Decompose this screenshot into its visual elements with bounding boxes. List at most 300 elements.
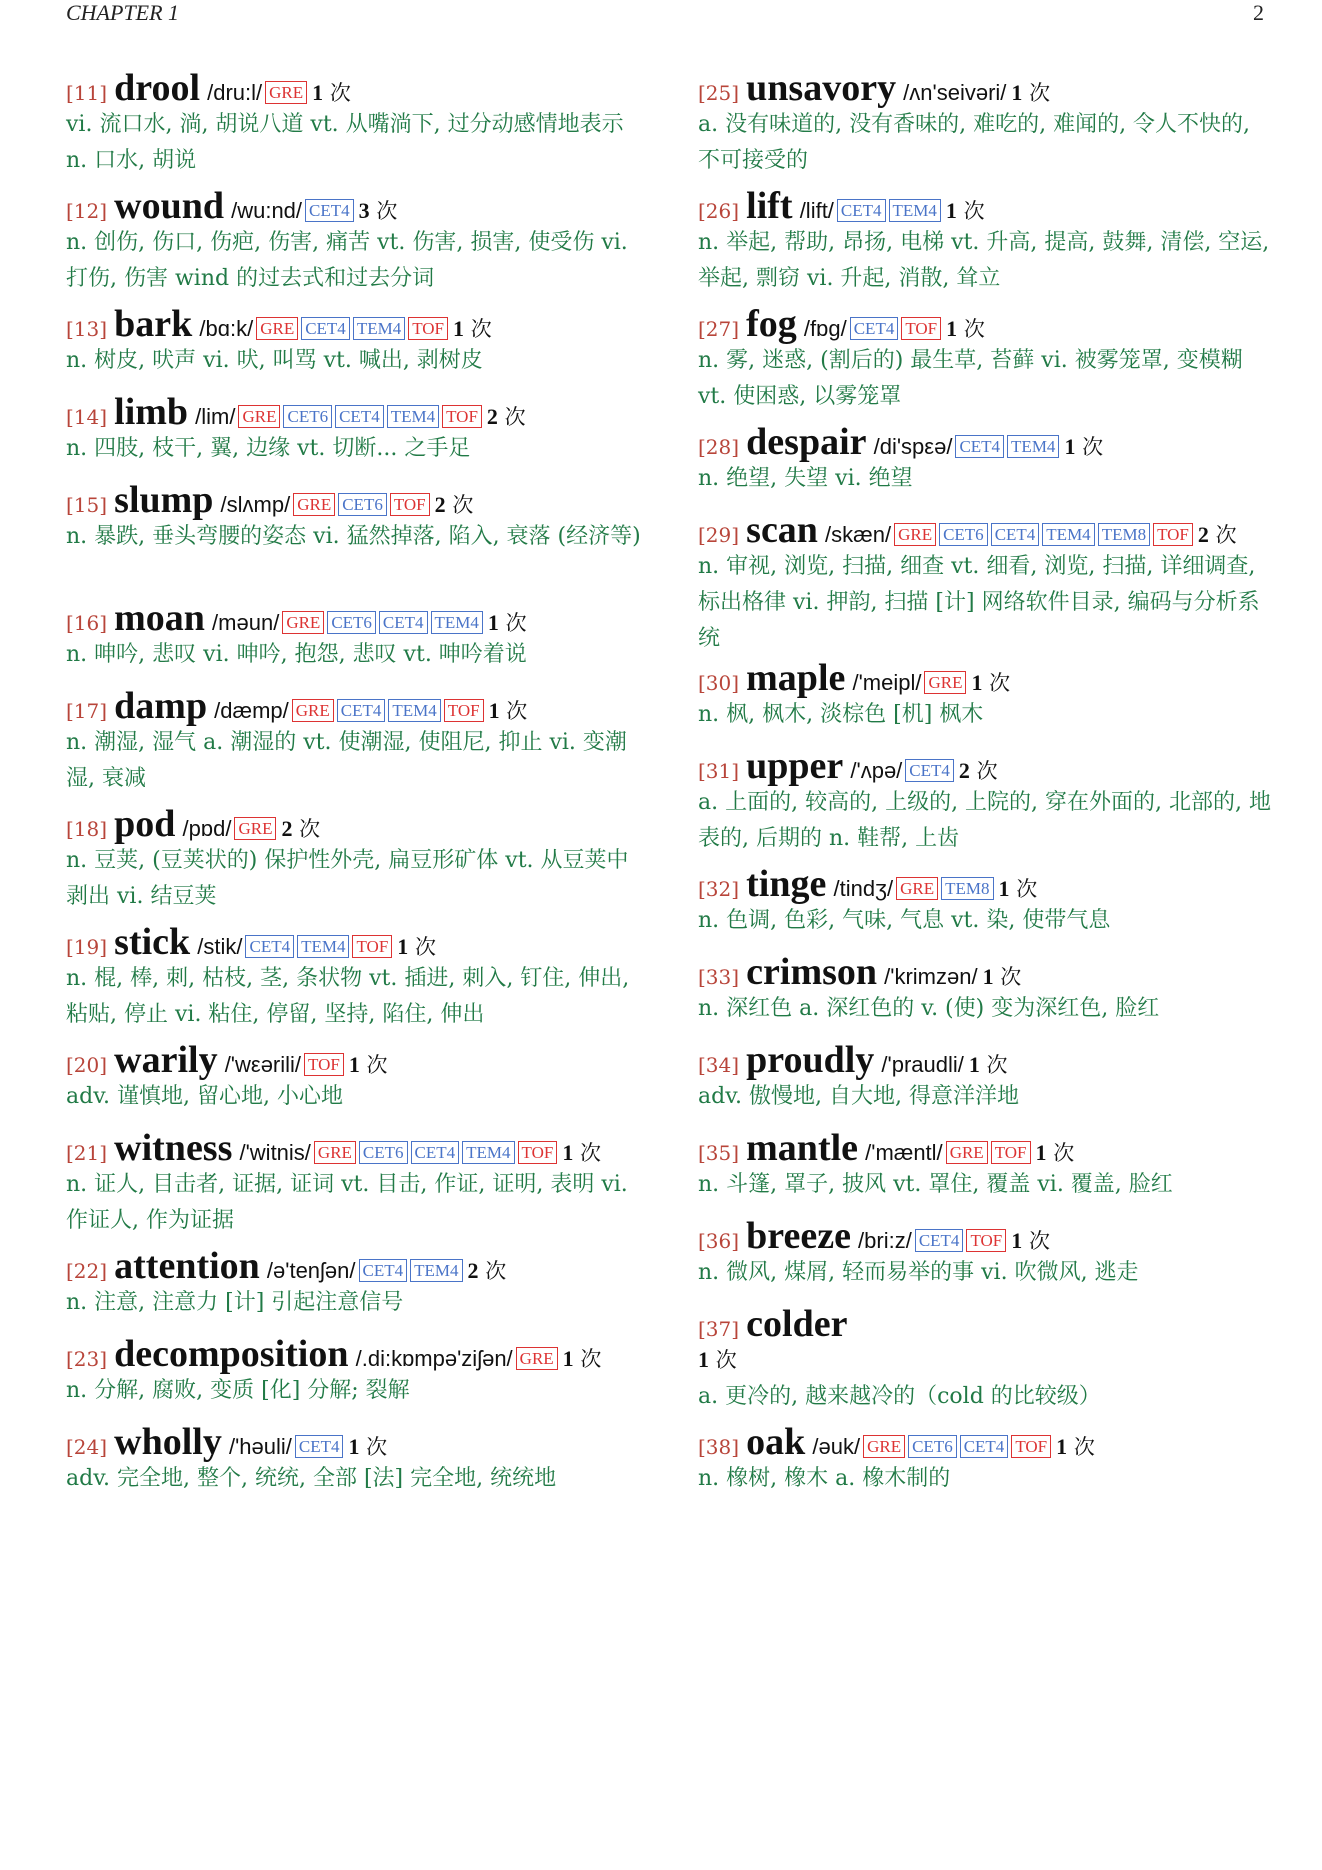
frequency-number: 1 bbox=[968, 1052, 980, 1077]
exam-tags bbox=[279, 615, 483, 634]
frequency-number: 1 bbox=[982, 964, 994, 989]
headword: stick bbox=[114, 921, 191, 963]
exam-tag-tem4: TEM4 bbox=[410, 1259, 462, 1282]
word-entry bbox=[66, 1333, 641, 1409]
frequency-count bbox=[698, 1342, 1274, 1378]
frequency-unit: 次 bbox=[366, 1435, 388, 1459]
exam-tags bbox=[921, 675, 966, 694]
frequency-count bbox=[349, 1053, 388, 1077]
pronunciation: /lim/ bbox=[195, 404, 236, 429]
pronunciation: /di'spεə/ bbox=[873, 434, 953, 459]
pronunciation: /skæn/ bbox=[825, 522, 892, 547]
exam-tags bbox=[943, 1145, 1031, 1164]
exam-tag-cet6: CET6 bbox=[908, 1435, 957, 1458]
entry-headline bbox=[66, 67, 641, 109]
frequency-unit: 次 bbox=[1000, 965, 1022, 989]
exam-tag-tem4: TEM4 bbox=[387, 405, 439, 428]
exam-tag-tem4: TEM4 bbox=[353, 317, 405, 340]
word-entry bbox=[698, 1127, 1274, 1203]
headword: colder bbox=[746, 1303, 848, 1345]
definition: n. 深红色 a. 深红色的 v. (使) 变为深红色, 脸红 bbox=[698, 996, 1160, 1021]
entry-headline bbox=[66, 921, 641, 963]
pronunciation: /bri:z/ bbox=[858, 1228, 912, 1253]
exam-tag-gre: GRE bbox=[314, 1141, 356, 1164]
entry-headline bbox=[698, 67, 1274, 109]
exam-tag-cet4: CET4 bbox=[337, 699, 386, 722]
word-entry bbox=[66, 921, 641, 1033]
word-entry bbox=[698, 657, 1274, 733]
word-entry bbox=[698, 185, 1274, 297]
frequency-number: 1 bbox=[348, 1434, 360, 1459]
word-entry bbox=[698, 421, 1274, 497]
exam-tag-gre: GRE bbox=[256, 317, 298, 340]
entry-headline bbox=[66, 391, 641, 433]
word-entry bbox=[698, 1303, 1274, 1415]
entry-number: [36] bbox=[698, 1229, 740, 1253]
entry-number: [11] bbox=[66, 81, 108, 105]
frequency-unit: 次 bbox=[366, 1053, 388, 1077]
frequency-number: 1 bbox=[1056, 1434, 1068, 1459]
definition: n. 色调, 色彩, 气味, 气息 vt. 染, 使带气息 bbox=[698, 908, 1111, 933]
entry-number: [34] bbox=[698, 1053, 740, 1077]
frequency-number: 1 bbox=[945, 198, 957, 223]
exam-tag-tof: TOF bbox=[991, 1141, 1031, 1164]
entry-headline bbox=[66, 185, 641, 227]
frequency-count bbox=[563, 1347, 602, 1371]
exam-tags bbox=[302, 203, 354, 222]
headword: maple bbox=[746, 657, 846, 699]
exam-tag-cet4: CET4 bbox=[359, 1259, 408, 1282]
frequency-number: 1 bbox=[348, 1052, 360, 1077]
entry-number: [37] bbox=[698, 1317, 740, 1341]
frequency-number: 1 bbox=[698, 1347, 709, 1372]
pronunciation: /ʌn'seivəri/ bbox=[903, 80, 1007, 105]
headword: mantle bbox=[746, 1127, 859, 1169]
entry-number: [21] bbox=[66, 1141, 108, 1165]
pronunciation: /fɒg/ bbox=[803, 316, 847, 341]
headword: scan bbox=[746, 509, 818, 551]
pronunciation: /'meipl/ bbox=[852, 670, 922, 695]
pronunciation: /dru:l/ bbox=[207, 80, 263, 105]
exam-tag-tof: TOF bbox=[442, 405, 482, 428]
exam-tag-tof: TOF bbox=[408, 317, 448, 340]
headword: proudly bbox=[746, 1039, 875, 1081]
frequency-unit: 次 bbox=[452, 493, 474, 517]
pronunciation: /slʌmp/ bbox=[220, 492, 291, 517]
pronunciation: /əuk/ bbox=[812, 1434, 861, 1459]
entry-number: [20] bbox=[66, 1053, 108, 1077]
headword: warily bbox=[114, 1039, 218, 1081]
entry-headline bbox=[698, 1421, 1274, 1463]
definition: a. 上面的, 较高的, 上级的, 上院的, 穿在外面的, 北部的, 地表的, 后期的 n. 鞋帮, 上齿 bbox=[698, 790, 1272, 851]
exam-tags bbox=[912, 1233, 1006, 1252]
exam-tag-gre: GRE bbox=[924, 671, 966, 694]
frequency-count bbox=[971, 671, 1010, 695]
pronunciation: /'mæntl/ bbox=[865, 1140, 943, 1165]
headword: decomposition bbox=[114, 1333, 349, 1375]
headword: unsavory bbox=[746, 67, 897, 109]
definition: n. 举起, 帮助, 昂扬, 电梯 vt. 升高, 提高, 鼓舞, 清偿, 空运, 举起, 剽窃 vi. 升起, 消散, 耸立 bbox=[698, 230, 1270, 291]
exam-tag-tem4: TEM4 bbox=[1042, 523, 1094, 546]
pronunciation: /dæmp/ bbox=[214, 698, 289, 723]
entry-headline bbox=[698, 1303, 1274, 1345]
exam-tags bbox=[356, 1263, 463, 1282]
frequency-unit: 次 bbox=[470, 317, 492, 341]
frequency-count bbox=[468, 1259, 507, 1283]
exam-tags bbox=[292, 1439, 344, 1458]
entry-headline bbox=[66, 803, 641, 845]
word-entry bbox=[66, 391, 641, 467]
headword: damp bbox=[114, 685, 208, 727]
exam-tag-tof: TOF bbox=[966, 1229, 1006, 1252]
entry-headline bbox=[698, 863, 1274, 905]
exam-tag-tof: TOF bbox=[444, 699, 484, 722]
exam-tag-cet6: CET6 bbox=[327, 611, 376, 634]
entry-headline bbox=[66, 1039, 641, 1081]
frequency-unit: 次 bbox=[1215, 523, 1237, 547]
frequency-unit: 次 bbox=[414, 935, 436, 959]
pronunciation: /stik/ bbox=[197, 934, 243, 959]
exam-tags bbox=[231, 821, 276, 840]
definition: n. 分解, 腐败, 变质 [化] 分解; 裂解 bbox=[66, 1378, 410, 1403]
exam-tag-gre: GRE bbox=[863, 1435, 905, 1458]
definition: n. 橡树, 橡木 a. 橡木制的 bbox=[698, 1466, 951, 1491]
pronunciation: /'wεərili/ bbox=[224, 1052, 302, 1077]
exam-tags bbox=[860, 1439, 1051, 1458]
word-entry bbox=[698, 67, 1274, 179]
frequency-number: 3 bbox=[358, 198, 370, 223]
exam-tags bbox=[311, 1145, 557, 1164]
headword: witness bbox=[114, 1127, 233, 1169]
exam-tags bbox=[902, 763, 954, 782]
pronunciation: /'krimzən/ bbox=[884, 964, 978, 989]
word-entry bbox=[698, 1039, 1274, 1115]
exam-tag-tem4: TEM4 bbox=[297, 935, 349, 958]
entry-number: [25] bbox=[698, 81, 740, 105]
definition: n. 注意, 注意力 [计] 引起注意信号 bbox=[66, 1290, 404, 1315]
definition: adv. 完全地, 整个, 统统, 全部 [法] 完全地, 统统地 bbox=[66, 1466, 557, 1491]
definition: n. 绝望, 失望 vi. 绝望 bbox=[698, 466, 913, 491]
word-entry bbox=[66, 1245, 641, 1321]
entry-headline bbox=[66, 1245, 641, 1287]
frequency-unit: 次 bbox=[976, 759, 998, 783]
frequency-count bbox=[312, 81, 351, 105]
entry-number: [13] bbox=[66, 317, 108, 341]
definition: n. 斗篷, 罩子, 披风 vt. 罩住, 覆盖 vi. 覆盖, 脸红 bbox=[698, 1172, 1173, 1197]
frequency-number: 1 bbox=[397, 934, 409, 959]
frequency-number: 2 bbox=[1197, 522, 1209, 547]
definition: n. 证人, 目击者, 证据, 证词 vt. 目击, 作证, 证明, 表明 vi. 作证人, 作为证据 bbox=[66, 1172, 628, 1233]
exam-tag-cet6: CET6 bbox=[939, 523, 988, 546]
exam-tags bbox=[952, 439, 1059, 458]
exam-tags bbox=[262, 85, 307, 104]
frequency-unit: 次 bbox=[580, 1347, 602, 1371]
exam-tag-gre: GRE bbox=[238, 405, 280, 428]
exam-tags bbox=[893, 881, 993, 900]
entry-number: [12] bbox=[66, 199, 108, 223]
frequency-count bbox=[397, 935, 436, 959]
frequency-count bbox=[562, 1141, 601, 1165]
frequency-count bbox=[1198, 523, 1237, 547]
exam-tag-cet4: CET4 bbox=[915, 1229, 964, 1252]
definition: n. 豆荚, (豆荚状的) 保护性外壳, 扁豆形矿体 vt. 从豆荚中剥出 vi. 结豆荚 bbox=[66, 848, 629, 909]
exam-tag-gre: GRE bbox=[894, 523, 936, 546]
frequency-number: 1 bbox=[998, 876, 1010, 901]
entry-headline bbox=[66, 685, 641, 727]
entry-number: [14] bbox=[66, 405, 108, 429]
exam-tag-cet4: CET4 bbox=[305, 199, 354, 222]
frequency-unit: 次 bbox=[1016, 877, 1038, 901]
exam-tag-tof: TOF bbox=[518, 1141, 558, 1164]
pronunciation: /pɒd/ bbox=[182, 816, 232, 841]
exam-tag-gre: GRE bbox=[282, 611, 324, 634]
headword: breeze bbox=[746, 1215, 851, 1257]
pronunciation: /'praudli/ bbox=[881, 1052, 964, 1077]
exam-tags bbox=[253, 321, 448, 340]
word-entry bbox=[66, 303, 641, 379]
exam-tag-tof: TOF bbox=[390, 493, 430, 516]
pronunciation: /'witnis/ bbox=[239, 1140, 311, 1165]
definition: adv. 谨慎地, 留心地, 小心地 bbox=[66, 1084, 343, 1109]
definition: vi. 流口水, 淌, 胡说八道 vt. 从嘴淌下, 过分动感情地表示 n. 口水, 胡说 bbox=[66, 112, 624, 173]
exam-tag-cet6: CET6 bbox=[338, 493, 387, 516]
headword: slump bbox=[114, 479, 214, 521]
headword: despair bbox=[746, 421, 867, 463]
frequency-number: 1 bbox=[1064, 434, 1076, 459]
headword: bark bbox=[114, 303, 193, 345]
definition: n. 微风, 煤屑, 轻而易举的事 vi. 吹微风, 逃走 bbox=[698, 1260, 1139, 1285]
frequency-unit: 次 bbox=[485, 1259, 507, 1283]
word-entry bbox=[698, 1421, 1274, 1497]
exam-tags bbox=[290, 497, 429, 516]
exam-tag-cet4: CET4 bbox=[955, 435, 1004, 458]
pronunciation: /wu:nd/ bbox=[231, 198, 303, 223]
definition: n. 雾, 迷惑, (割后的) 最生草, 苔藓 vi. 被雾笼罩, 变模糊 vt. 使困惑, 以雾笼罩 bbox=[698, 348, 1243, 409]
exam-tag-gre: GRE bbox=[234, 817, 276, 840]
exam-tag-gre: GRE bbox=[292, 699, 334, 722]
entry-headline bbox=[698, 951, 1274, 993]
word-entry bbox=[66, 803, 641, 915]
word-entry bbox=[66, 1039, 641, 1115]
exam-tag-tem4: TEM4 bbox=[462, 1141, 514, 1164]
word-entry bbox=[698, 745, 1274, 857]
entry-headline bbox=[698, 303, 1274, 345]
headword: crimson bbox=[746, 951, 878, 993]
frequency-count bbox=[999, 877, 1038, 901]
frequency-number: 1 bbox=[1011, 80, 1023, 105]
frequency-unit: 次 bbox=[963, 317, 985, 341]
entry-headline bbox=[66, 597, 641, 639]
chapter-header: CHAPTER 1 bbox=[66, 0, 180, 25]
entry-number: [31] bbox=[698, 759, 740, 783]
frequency-count bbox=[969, 1053, 1008, 1077]
frequency-number: 2 bbox=[958, 758, 970, 783]
headword: tinge bbox=[746, 863, 827, 905]
pronunciation: /'həuli/ bbox=[228, 1434, 292, 1459]
entry-headline bbox=[698, 421, 1274, 463]
word-entry bbox=[698, 863, 1274, 939]
exam-tag-cet4: CET4 bbox=[301, 317, 350, 340]
entry-number: [33] bbox=[698, 965, 740, 989]
frequency-unit: 次 bbox=[1028, 1229, 1050, 1253]
entry-number: [18] bbox=[66, 817, 108, 841]
pronunciation: /'ʌpə/ bbox=[850, 758, 903, 783]
exam-tag-tof: TOF bbox=[352, 935, 392, 958]
frequency-count bbox=[946, 317, 985, 341]
word-entry bbox=[66, 185, 641, 297]
headword: attention bbox=[114, 1245, 260, 1287]
entry-headline bbox=[698, 1039, 1274, 1081]
frequency-unit: 次 bbox=[505, 611, 527, 635]
headword: upper bbox=[746, 745, 844, 787]
exam-tag-cet4: CET4 bbox=[411, 1141, 460, 1164]
word-entry bbox=[66, 685, 641, 797]
definition: n. 枫, 枫木, 淡棕色 [机] 枫木 bbox=[698, 702, 984, 727]
definition: adv. 傲慢地, 自大地, 得意洋洋地 bbox=[698, 1084, 1019, 1109]
entry-headline bbox=[698, 509, 1274, 551]
exam-tag-cet4: CET4 bbox=[379, 611, 428, 634]
word-entry bbox=[698, 303, 1274, 415]
entry-number: [26] bbox=[698, 199, 740, 223]
word-entry bbox=[66, 67, 641, 179]
exam-tags bbox=[235, 409, 481, 428]
pronunciation: /məun/ bbox=[212, 610, 280, 635]
frequency-unit: 次 bbox=[1053, 1141, 1075, 1165]
frequency-count bbox=[1011, 81, 1050, 105]
exam-tag-gre: GRE bbox=[265, 81, 307, 104]
frequency-number: 1 bbox=[487, 610, 499, 635]
exam-tag-cet4: CET4 bbox=[245, 935, 294, 958]
entry-number: [38] bbox=[698, 1435, 740, 1459]
frequency-count bbox=[1011, 1229, 1050, 1253]
frequency-number: 1 bbox=[562, 1346, 574, 1371]
exam-tag-gre: GRE bbox=[896, 877, 938, 900]
exam-tag-cet4: CET4 bbox=[905, 759, 954, 782]
frequency-number: 2 bbox=[281, 816, 293, 841]
frequency-unit: 次 bbox=[504, 405, 526, 429]
pronunciation: /bɑ:k/ bbox=[199, 316, 254, 341]
entry-number: [22] bbox=[66, 1259, 108, 1283]
frequency-count bbox=[435, 493, 474, 517]
exam-tags bbox=[242, 939, 392, 958]
frequency-number: 1 bbox=[971, 670, 983, 695]
exam-tags bbox=[891, 527, 1193, 546]
frequency-number: 1 bbox=[453, 316, 465, 341]
entry-number: [32] bbox=[698, 877, 740, 901]
frequency-count bbox=[1036, 1141, 1075, 1165]
frequency-unit: 次 bbox=[1082, 435, 1104, 459]
exam-tags bbox=[834, 203, 941, 222]
exam-tag-gre: GRE bbox=[293, 493, 335, 516]
exam-tag-tof: TOF bbox=[901, 317, 941, 340]
entry-number: [28] bbox=[698, 435, 740, 459]
exam-tag-tof: TOF bbox=[1011, 1435, 1051, 1458]
pronunciation: /.di:kɒmpə'ziʃən/ bbox=[355, 1346, 513, 1371]
exam-tag-cet4: CET4 bbox=[960, 1435, 1009, 1458]
exam-tag-tem8: TEM8 bbox=[941, 877, 993, 900]
frequency-count bbox=[983, 965, 1022, 989]
exam-tag-tof: TOF bbox=[1153, 523, 1193, 546]
word-entry bbox=[66, 597, 641, 673]
entry-headline bbox=[66, 303, 641, 345]
entry-number: [16] bbox=[66, 611, 108, 635]
definition: n. 审视, 浏览, 扫描, 细查 vt. 细看, 浏览, 扫描, 详细调查, 标出格律 vi. 押韵, 扫描 [计] 网络软件目录, 编码与分析系统 bbox=[698, 554, 1260, 651]
frequency-unit: 次 bbox=[989, 671, 1011, 695]
entry-headline bbox=[66, 479, 641, 521]
exam-tag-tof: TOF bbox=[304, 1053, 344, 1076]
headword: pod bbox=[114, 803, 176, 845]
definition: n. 四肢, 枝干, 翼, 边缘 vt. 切断... 之手足 bbox=[66, 436, 471, 461]
headword: wound bbox=[114, 185, 224, 227]
exam-tag-cet6: CET6 bbox=[283, 405, 332, 428]
exam-tag-cet4: CET4 bbox=[335, 405, 384, 428]
entry-number: [17] bbox=[66, 699, 108, 723]
frequency-number: 1 bbox=[312, 80, 324, 105]
exam-tag-cet4: CET4 bbox=[837, 199, 886, 222]
entry-headline bbox=[66, 1333, 641, 1375]
frequency-unit: 次 bbox=[329, 81, 351, 105]
frequency-unit: 次 bbox=[963, 199, 985, 223]
frequency-number: 2 bbox=[467, 1258, 479, 1283]
entry-number: [24] bbox=[66, 1435, 108, 1459]
entry-number: [19] bbox=[66, 935, 108, 959]
entry-number: [30] bbox=[698, 671, 740, 695]
definition: a. 没有味道的, 没有香味的, 难吃的, 难闻的, 令人不快的, 不可接受的 bbox=[698, 112, 1251, 173]
exam-tag-gre: GRE bbox=[946, 1141, 988, 1164]
entry-headline bbox=[66, 1127, 641, 1169]
definition: n. 呻吟, 悲叹 vi. 呻吟, 抱怨, 悲叹 vt. 呻吟着说 bbox=[66, 642, 527, 667]
exam-tag-cet4: CET4 bbox=[295, 1435, 344, 1458]
word-entry bbox=[698, 509, 1274, 657]
exam-tags bbox=[301, 1057, 344, 1076]
headword: moan bbox=[114, 597, 205, 639]
exam-tags bbox=[289, 703, 484, 722]
entry-headline bbox=[698, 1127, 1274, 1169]
frequency-count bbox=[1056, 1435, 1095, 1459]
frequency-count bbox=[489, 699, 528, 723]
frequency-count bbox=[946, 199, 985, 223]
headword: limb bbox=[114, 391, 189, 433]
headword: lift bbox=[746, 185, 793, 227]
exam-tag-tem4: TEM4 bbox=[1007, 435, 1059, 458]
frequency-unit: 次 bbox=[506, 699, 528, 723]
headword: wholly bbox=[114, 1421, 222, 1463]
entry-number: [23] bbox=[66, 1347, 108, 1371]
headword: fog bbox=[746, 303, 797, 345]
pronunciation: /ə'tenʃən/ bbox=[266, 1258, 356, 1283]
headword: oak bbox=[746, 1421, 806, 1463]
frequency-number: 1 bbox=[1035, 1140, 1047, 1165]
entry-number: [35] bbox=[698, 1141, 740, 1165]
word-entry bbox=[66, 479, 641, 555]
exam-tag-tem4: TEM4 bbox=[889, 199, 941, 222]
pronunciation: /tindʒ/ bbox=[833, 876, 894, 901]
frequency-number: 1 bbox=[488, 698, 500, 723]
frequency-unit: 次 bbox=[299, 817, 321, 841]
entry-number: [15] bbox=[66, 493, 108, 517]
entry-headline bbox=[698, 1215, 1274, 1257]
definition: n. 潮湿, 湿气 a. 潮湿的 vt. 使潮湿, 使阻尼, 抑止 vi. 变潮湿, 衰减 bbox=[66, 730, 627, 791]
frequency-number: 1 bbox=[562, 1140, 574, 1165]
frequency-count bbox=[959, 759, 998, 783]
frequency-count bbox=[348, 1435, 387, 1459]
frequency-unit: 次 bbox=[986, 1053, 1008, 1077]
exam-tag-tem8: TEM8 bbox=[1098, 523, 1150, 546]
frequency-number: 2 bbox=[434, 492, 446, 517]
frequency-unit: 次 bbox=[1029, 81, 1051, 105]
entry-number: [29] bbox=[698, 523, 740, 547]
frequency-unit: 次 bbox=[580, 1141, 602, 1165]
